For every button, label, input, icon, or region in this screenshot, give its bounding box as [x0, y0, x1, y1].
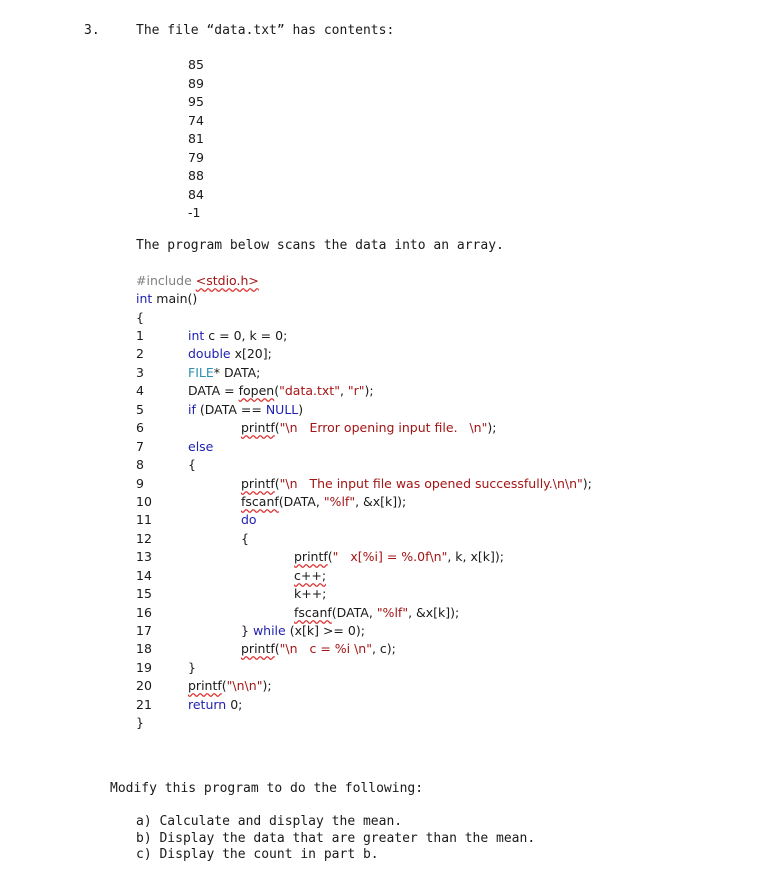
line-number: 18: [136, 641, 152, 656]
code-text: [241, 531, 249, 546]
code-token: (: [274, 641, 280, 656]
code-token: "\n The input file was opened successfully.\n\n": [279, 476, 583, 491]
include-directive: #include: [136, 273, 192, 288]
line-number: 8: [136, 457, 144, 472]
code-text: [241, 476, 592, 491]
code-token: do: [241, 512, 257, 527]
main-signature: [136, 291, 197, 306]
code-token: c++;: [294, 568, 327, 583]
line-number: 21: [136, 697, 152, 712]
file-value: 95: [188, 94, 204, 109]
main-name: main(): [152, 291, 198, 306]
code-token: printf: [241, 476, 275, 491]
code-token: (DATA,: [331, 605, 377, 620]
code-token: , c);: [371, 641, 396, 656]
code-text: [188, 402, 303, 417]
line-number: 7: [136, 439, 144, 454]
code-token: , &x[k]);: [355, 494, 407, 509]
code-text: [188, 697, 242, 712]
code-token: "data.txt": [279, 383, 340, 398]
line-number: 1: [136, 328, 144, 343]
close-brace: }: [136, 715, 144, 730]
code-token: NULL: [265, 402, 299, 417]
code-token: (: [221, 678, 227, 693]
code-token: );: [364, 383, 374, 398]
task-item-b: b) Display the data that are greater than the mean.: [136, 831, 536, 846]
open-brace: {: [136, 310, 144, 325]
code-token: return: [188, 697, 227, 712]
code-token: , &x[k]);: [408, 605, 460, 620]
code-text: [188, 365, 260, 380]
code-token: printf: [241, 420, 275, 435]
code-text: [241, 641, 396, 656]
file-value: 89: [188, 76, 204, 91]
code-token: " x[%i] = %.0f\n": [332, 549, 448, 564]
code-token: "\n\n": [226, 678, 263, 693]
code-token: (: [274, 383, 280, 398]
line-number: 14: [136, 568, 152, 583]
code-token: );: [582, 476, 592, 491]
code-token: "\n c = %i \n": [279, 641, 372, 656]
code-text: [241, 512, 257, 527]
line-number: 13: [136, 549, 152, 564]
task-intro: Modify this program to do the following:: [110, 781, 424, 796]
main-return-type: int: [136, 291, 153, 306]
code-text: [294, 549, 504, 564]
code-token: (: [274, 420, 280, 435]
file-value: 81: [188, 131, 204, 146]
program-intro: The program below scans the data into an array.: [136, 238, 504, 253]
code-token: "%lf": [376, 605, 409, 620]
code-text: [241, 420, 496, 435]
file-value: 79: [188, 150, 204, 165]
file-value: 74: [188, 113, 204, 128]
code-token: "r": [347, 383, 365, 398]
line-number: 3: [136, 365, 144, 380]
code-token: double: [188, 346, 231, 361]
task-item-c: c) Display the count in part b.: [136, 847, 379, 862]
code-token: printf: [294, 549, 328, 564]
file-value: -1: [188, 205, 201, 220]
code-token: fopen: [238, 383, 275, 398]
code-text: [188, 328, 287, 343]
code-token: "\n Error opening input file. \n": [279, 420, 488, 435]
code-token: printf: [241, 641, 275, 656]
file-value: 85: [188, 57, 204, 72]
code-token: fscanf: [294, 605, 332, 620]
code-text: [188, 439, 213, 454]
code-token: );: [487, 420, 497, 435]
code-text: [188, 346, 272, 361]
code-token: ,: [339, 383, 348, 398]
code-token: (DATA ==: [195, 402, 266, 417]
code-token: "%lf": [323, 494, 356, 509]
line-number: 20: [136, 678, 152, 693]
line-number: 6: [136, 420, 144, 435]
task-item-a: a) Calculate and display the mean.: [136, 814, 403, 829]
line-number: 15: [136, 586, 152, 601]
code-text: [188, 457, 196, 472]
code-token: int: [188, 328, 205, 343]
include-header: <stdio.h>: [195, 273, 259, 288]
line-number: 10: [136, 494, 152, 509]
line-number: 5: [136, 402, 144, 417]
code-text: [294, 568, 326, 583]
line-number: 16: [136, 605, 152, 620]
line-number: 9: [136, 476, 144, 491]
file-value: 84: [188, 187, 204, 202]
code-token: else: [188, 439, 214, 454]
code-text: [241, 623, 365, 638]
code-token: {: [241, 531, 249, 546]
code-text: [188, 383, 374, 398]
line-number: 17: [136, 623, 152, 638]
code-token: * DATA;: [213, 365, 261, 380]
code-token: x[20];: [230, 346, 272, 361]
include-line: [136, 273, 259, 288]
code-token: while: [252, 623, 286, 638]
code-token: 0;: [226, 697, 243, 712]
code-token: printf: [188, 678, 222, 693]
question-number: 3.: [84, 23, 100, 38]
code-text: [294, 605, 459, 620]
code-token: fscanf: [241, 494, 279, 509]
code-token: DATA =: [188, 383, 239, 398]
code-token: FILE: [188, 365, 214, 380]
code-token: ): [298, 402, 304, 417]
code-text: [188, 660, 196, 675]
line-number: 2: [136, 346, 144, 361]
question-intro: The file “data.txt” has contents:: [136, 23, 395, 38]
line-number: 19: [136, 660, 152, 675]
code-token: , k, x[k]);: [447, 549, 504, 564]
code-token: }: [188, 660, 196, 675]
line-number: 12: [136, 531, 152, 546]
line-number: 4: [136, 383, 144, 398]
code-token: k++;: [294, 586, 327, 601]
code-text: [241, 494, 406, 509]
code-token: {: [188, 457, 196, 472]
code-text: [188, 678, 272, 693]
code-token: if: [188, 402, 196, 417]
code-text: [294, 586, 326, 601]
file-value: 88: [188, 168, 204, 183]
code-token: );: [262, 678, 272, 693]
code-token: (: [327, 549, 333, 564]
code-token: (DATA,: [278, 494, 324, 509]
line-number: 11: [136, 512, 152, 527]
code-token: (x[k] >= 0);: [285, 623, 365, 638]
code-token: (: [274, 476, 280, 491]
code-token: c = 0, k = 0;: [204, 328, 288, 343]
code-token: }: [241, 623, 253, 638]
